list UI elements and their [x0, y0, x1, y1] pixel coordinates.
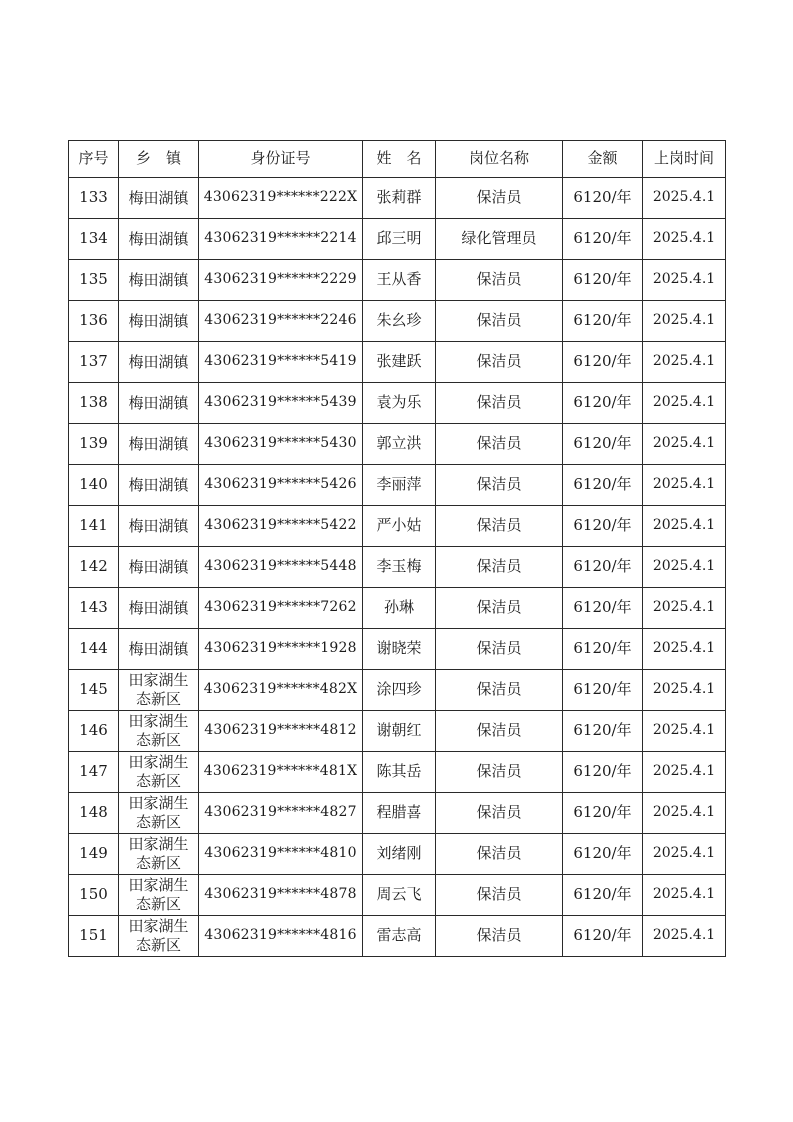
table-row — [69, 793, 726, 834]
cell-position: 保洁员 — [436, 875, 563, 916]
cell-index: 135 — [69, 260, 119, 301]
cell-index: 137 — [69, 342, 119, 383]
table-row — [69, 301, 726, 342]
cell-position: 保洁员 — [436, 752, 563, 793]
cell-township: 梅田湖镇 — [119, 383, 199, 424]
cell-township: 田家湖生态新区 — [119, 916, 199, 957]
cell-name: 涂四珍 — [363, 670, 436, 711]
cell-name: 陈其岳 — [363, 752, 436, 793]
cell-start_date: 2025.4.1 — [643, 875, 726, 916]
cell-start_date: 2025.4.1 — [643, 260, 726, 301]
cell-township: 田家湖生态新区 — [119, 793, 199, 834]
table-row — [69, 711, 726, 752]
cell-township: 梅田湖镇 — [119, 506, 199, 547]
cell-amount: 6120/年 — [563, 588, 643, 629]
cell-amount: 6120/年 — [563, 465, 643, 506]
cell-name: 严小姑 — [363, 506, 436, 547]
cell-index: 142 — [69, 547, 119, 588]
cell-position: 绿化管理员 — [436, 219, 563, 260]
cell-township: 梅田湖镇 — [119, 342, 199, 383]
cell-start_date: 2025.4.1 — [643, 342, 726, 383]
cell-amount: 6120/年 — [563, 916, 643, 957]
cell-index: 151 — [69, 916, 119, 957]
cell-name: 孙琳 — [363, 588, 436, 629]
cell-amount: 6120/年 — [563, 547, 643, 588]
table-row — [69, 178, 726, 219]
cell-start_date: 2025.4.1 — [643, 465, 726, 506]
cell-id_number: 43062319******5422 — [199, 506, 363, 547]
cell-start_date: 2025.4.1 — [643, 588, 726, 629]
cell-name: 刘绪刚 — [363, 834, 436, 875]
cell-start_date: 2025.4.1 — [643, 793, 726, 834]
column-header-township: 乡 镇 — [119, 141, 199, 178]
column-header-amount: 金额 — [563, 141, 643, 178]
cell-index: 149 — [69, 834, 119, 875]
cell-township: 田家湖生态新区 — [119, 711, 199, 752]
column-header-name: 姓 名 — [363, 141, 436, 178]
cell-amount: 6120/年 — [563, 424, 643, 465]
column-header-start-date: 上岗时间 — [643, 141, 726, 178]
cell-start_date: 2025.4.1 — [643, 834, 726, 875]
cell-amount: 6120/年 — [563, 178, 643, 219]
cell-township: 梅田湖镇 — [119, 547, 199, 588]
cell-township: 梅田湖镇 — [119, 424, 199, 465]
cell-start_date: 2025.4.1 — [643, 383, 726, 424]
cell-index: 140 — [69, 465, 119, 506]
cell-id_number: 43062319******481X — [199, 752, 363, 793]
cell-id_number: 43062319******4878 — [199, 875, 363, 916]
table-row — [69, 588, 726, 629]
table-row — [69, 465, 726, 506]
cell-index: 138 — [69, 383, 119, 424]
cell-position: 保洁员 — [436, 834, 563, 875]
cell-name: 郭立洪 — [363, 424, 436, 465]
staff-table — [68, 140, 726, 957]
cell-index: 134 — [69, 219, 119, 260]
cell-township: 田家湖生态新区 — [119, 752, 199, 793]
cell-position: 保洁员 — [436, 670, 563, 711]
table-row — [69, 670, 726, 711]
cell-amount: 6120/年 — [563, 875, 643, 916]
cell-id_number: 43062319******5426 — [199, 465, 363, 506]
cell-amount: 6120/年 — [563, 670, 643, 711]
table-row — [69, 342, 726, 383]
cell-index: 136 — [69, 301, 119, 342]
column-header-position: 岗位名称 — [436, 141, 563, 178]
cell-start_date: 2025.4.1 — [643, 301, 726, 342]
cell-township: 田家湖生态新区 — [119, 670, 199, 711]
cell-id_number: 43062319******482X — [199, 670, 363, 711]
cell-start_date: 2025.4.1 — [643, 629, 726, 670]
cell-amount: 6120/年 — [563, 752, 643, 793]
cell-position: 保洁员 — [436, 547, 563, 588]
cell-name: 雷志高 — [363, 916, 436, 957]
cell-amount: 6120/年 — [563, 301, 643, 342]
cell-id_number: 43062319******1928 — [199, 629, 363, 670]
cell-start_date: 2025.4.1 — [643, 711, 726, 752]
cell-id_number: 43062319******4812 — [199, 711, 363, 752]
cell-id_number: 43062319******2214 — [199, 219, 363, 260]
cell-name: 袁为乐 — [363, 383, 436, 424]
cell-amount: 6120/年 — [563, 342, 643, 383]
table-row — [69, 383, 726, 424]
cell-index: 133 — [69, 178, 119, 219]
cell-township: 田家湖生态新区 — [119, 834, 199, 875]
cell-id_number: 43062319******4827 — [199, 793, 363, 834]
cell-position: 保洁员 — [436, 178, 563, 219]
table-row — [69, 506, 726, 547]
cell-position: 保洁员 — [436, 383, 563, 424]
cell-id_number: 43062319******5430 — [199, 424, 363, 465]
cell-start_date: 2025.4.1 — [643, 219, 726, 260]
cell-index: 145 — [69, 670, 119, 711]
cell-id_number: 43062319******2246 — [199, 301, 363, 342]
cell-start_date: 2025.4.1 — [643, 547, 726, 588]
cell-township: 梅田湖镇 — [119, 178, 199, 219]
cell-id_number: 43062319******5439 — [199, 383, 363, 424]
cell-amount: 6120/年 — [563, 219, 643, 260]
cell-name: 张建跃 — [363, 342, 436, 383]
cell-position: 保洁员 — [436, 916, 563, 957]
cell-name: 张莉群 — [363, 178, 436, 219]
cell-township: 田家湖生态新区 — [119, 875, 199, 916]
cell-township: 梅田湖镇 — [119, 260, 199, 301]
cell-name: 邱三明 — [363, 219, 436, 260]
cell-index: 144 — [69, 629, 119, 670]
cell-id_number: 43062319******7262 — [199, 588, 363, 629]
cell-id_number: 43062319******4810 — [199, 834, 363, 875]
cell-position: 保洁员 — [436, 711, 563, 752]
table-row — [69, 219, 726, 260]
cell-amount: 6120/年 — [563, 711, 643, 752]
cell-position: 保洁员 — [436, 260, 563, 301]
cell-position: 保洁员 — [436, 424, 563, 465]
table-row — [69, 834, 726, 875]
cell-name: 谢晓荣 — [363, 629, 436, 670]
cell-start_date: 2025.4.1 — [643, 178, 726, 219]
cell-id_number: 43062319******2229 — [199, 260, 363, 301]
cell-index: 143 — [69, 588, 119, 629]
staff-table-body — [69, 178, 726, 957]
cell-id_number: 43062319******5448 — [199, 547, 363, 588]
cell-amount: 6120/年 — [563, 260, 643, 301]
staff-table-header — [69, 141, 726, 178]
cell-position: 保洁员 — [436, 588, 563, 629]
cell-amount: 6120/年 — [563, 506, 643, 547]
cell-index: 146 — [69, 711, 119, 752]
cell-name: 朱幺珍 — [363, 301, 436, 342]
cell-index: 147 — [69, 752, 119, 793]
table-row — [69, 260, 726, 301]
cell-start_date: 2025.4.1 — [643, 916, 726, 957]
cell-name: 周云飞 — [363, 875, 436, 916]
cell-township: 梅田湖镇 — [119, 465, 199, 506]
cell-amount: 6120/年 — [563, 834, 643, 875]
cell-name: 程腊喜 — [363, 793, 436, 834]
cell-township: 梅田湖镇 — [119, 219, 199, 260]
cell-amount: 6120/年 — [563, 629, 643, 670]
cell-index: 150 — [69, 875, 119, 916]
cell-amount: 6120/年 — [563, 793, 643, 834]
table-row — [69, 547, 726, 588]
cell-amount: 6120/年 — [563, 383, 643, 424]
table-row — [69, 752, 726, 793]
cell-name: 谢朝红 — [363, 711, 436, 752]
table-row — [69, 629, 726, 670]
cell-id_number: 43062319******4816 — [199, 916, 363, 957]
cell-name: 李玉梅 — [363, 547, 436, 588]
cell-position: 保洁员 — [436, 793, 563, 834]
cell-position: 保洁员 — [436, 465, 563, 506]
cell-start_date: 2025.4.1 — [643, 424, 726, 465]
cell-position: 保洁员 — [436, 506, 563, 547]
cell-name: 王从香 — [363, 260, 436, 301]
table-row — [69, 916, 726, 957]
cell-township: 梅田湖镇 — [119, 588, 199, 629]
cell-township: 梅田湖镇 — [119, 301, 199, 342]
cell-id_number: 43062319******222X — [199, 178, 363, 219]
header-row — [69, 141, 726, 178]
cell-index: 139 — [69, 424, 119, 465]
cell-township: 梅田湖镇 — [119, 629, 199, 670]
table-row — [69, 875, 726, 916]
cell-start_date: 2025.4.1 — [643, 752, 726, 793]
cell-name: 李丽萍 — [363, 465, 436, 506]
column-header-index: 序号 — [69, 141, 119, 178]
cell-start_date: 2025.4.1 — [643, 670, 726, 711]
table-row — [69, 424, 726, 465]
cell-position: 保洁员 — [436, 629, 563, 670]
cell-index: 141 — [69, 506, 119, 547]
column-header-id-number: 身份证号 — [199, 141, 363, 178]
cell-position: 保洁员 — [436, 301, 563, 342]
cell-start_date: 2025.4.1 — [643, 506, 726, 547]
cell-id_number: 43062319******5419 — [199, 342, 363, 383]
cell-position: 保洁员 — [436, 342, 563, 383]
cell-index: 148 — [69, 793, 119, 834]
